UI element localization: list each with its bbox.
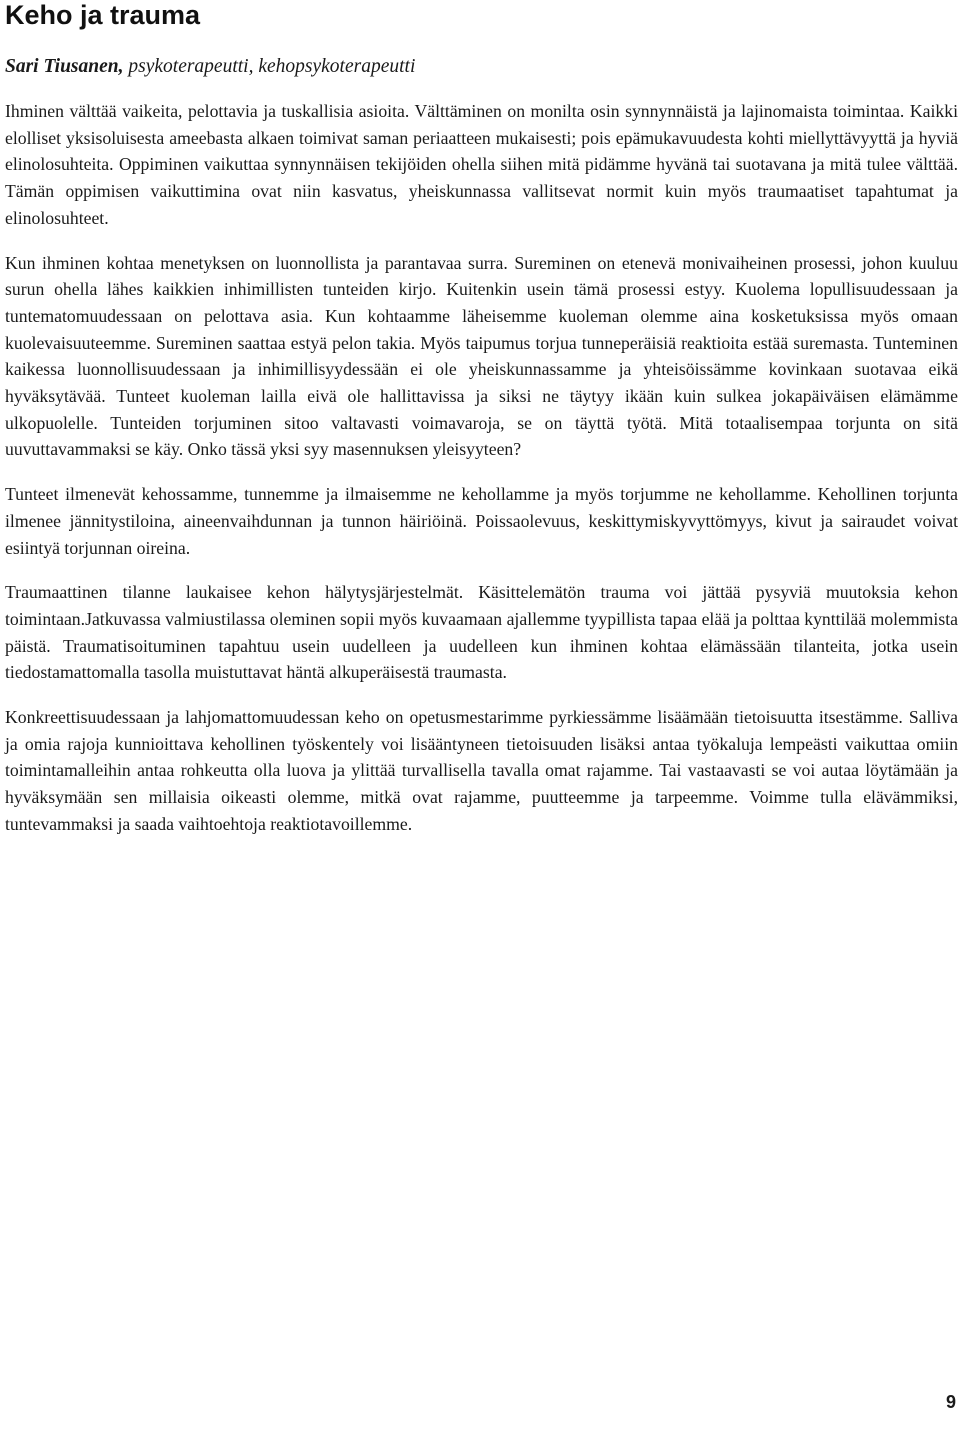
body-paragraph-5: Konkreettisuudessaan ja lahjomattomuudessan keho on opetusmestarimme pyrkiessämme lisäämään tietoisuutta itsestämme. Salliva ja omia rajoja kunnioittava kehollinen työskentely voi lisääntyneen tietoisuuden lisäksi antaa työkaluja lempeästi vaikuttaa omiin toimintamalleihin antaa rohkeutta olla luova ja ylittää turvallisella tavalla omat rajamme. Tai vastaavasti se voi autaa löytämään ja hyväksymään sen millaisia oikeasti olemme, mitkä ovat rajamme, puutteemme ja tarpeemme. Voimme tulla elävämmiksi, tuntevammaksi ja saada vaihtoehtoja reaktiotavoillemme. xyxy=(5,707,958,834)
article-title: Keho ja trauma xyxy=(5,0,201,30)
byline xyxy=(5,55,958,79)
page-number: 9 xyxy=(945,1392,956,1412)
body-paragraph-4: Traumaattinen tilanne laukaisee kehon hälytysjärjestelmät. Käsittelemätön trauma voi jättää pysyviä muutoksia kehon toimintaan.Jatkuvassa valmiustilassa oleminen sopii myös kuvaamaan ajallemme tyypillista tapaa elää ja polttaa kynttilää molemmista päistä. Traumatisoituminen tapahtuu usein uudelleen ja uudelleen kun ihminen kohtaa elämässään tilanteita, jotka usein tiedostamattomalla tasolla muistuttavat häntä alkuperäisestä traumasta. xyxy=(5,582,958,683)
body-paragraph-2: Kun ihminen kohtaa menetyksen on luonnollista ja parantavaa surra. Sureminen on etenevä monivaiheinen prosessi, johon kuuluu surun ohella lähes kaikkien inhimillisten tunteiden kirjo. Kuitenkin usein tämä prosessi estyy. Kuolema lopullisuudessaan ja tuntematomuudessaan on pelottava asia. Kun kohtaamme läheisemme kuoleman olemme aina kosketuksissa myös omaan kuolevaisuuteemme. Sureminen saattaa estyä pelon takia. Myös taipumus torjua tunneperäisiä reaktioita estää suremasta. Tunteminen kaikessa luonnollisuudessaan ja inhimillisyydessään ei ole yheiskunnassamme ja yhteisöissämme kovinkaan suotavaa eikä hyväksytävää. Tunteet kuoleman lailla eivä ole hallittavissa ja siksi ne täytyy ikään kuin sulkea jokapäiväisen elämämme ulkopuolelle. Tunteiden torjuminen sitoo valtavasti voimavaroja, se on täyttä työtä. Mitä totaalisempaa torjunta on sitä uuvuttavammaksi se käy. Onko tässä yksi syy masennuksen yleisyyteen? xyxy=(5,252,958,460)
body-paragraph-3: Tunteet ilmenevät kehossamme, tunnemme ja ilmaisemme ne kehollamme ja myös torjumme ne kehollamme. Kehollinen torjunta ilmenee jännitystiloina, aineenvaihdunnan ja tunnon häiriöinä. Poissaolevuus, keskittymiskyvyttömyys, kivut ja sairaudet voivat esiintyä torjunnan oireina. xyxy=(5,484,958,558)
author-role: psykoterapeutti, kehopsykoterapeutti xyxy=(123,56,416,77)
author-name: Sari Tiusanen, xyxy=(5,56,124,77)
document-page xyxy=(5,0,958,838)
body-paragraph-1: Ihminen välttää vaikeita, pelottavia ja tuskallisia asioita. Välttäminen on monilta osin synnynnäistä ja lajinomaista toimintaa. Kaikki elolliset yksisoluisesta ameebasta alkaen toimivat saman periaatteen mukaisesti; pois epämukavuudesta kohti miellyttävyyttä ja hyviä elinolosuhteita. Oppiminen vaikuttaa synnynnäisen tekijöiden ohella siihen mitä pidämme hyvänä tai suotavana ja mitä tulee välttää. Tämän oppimisen vaikuttimina ovat niin kasvatus, yheiskunnassa vallitsevat normit kuin myös traumaatiset tapahtumat ja elinolosuhteet. xyxy=(5,101,958,228)
